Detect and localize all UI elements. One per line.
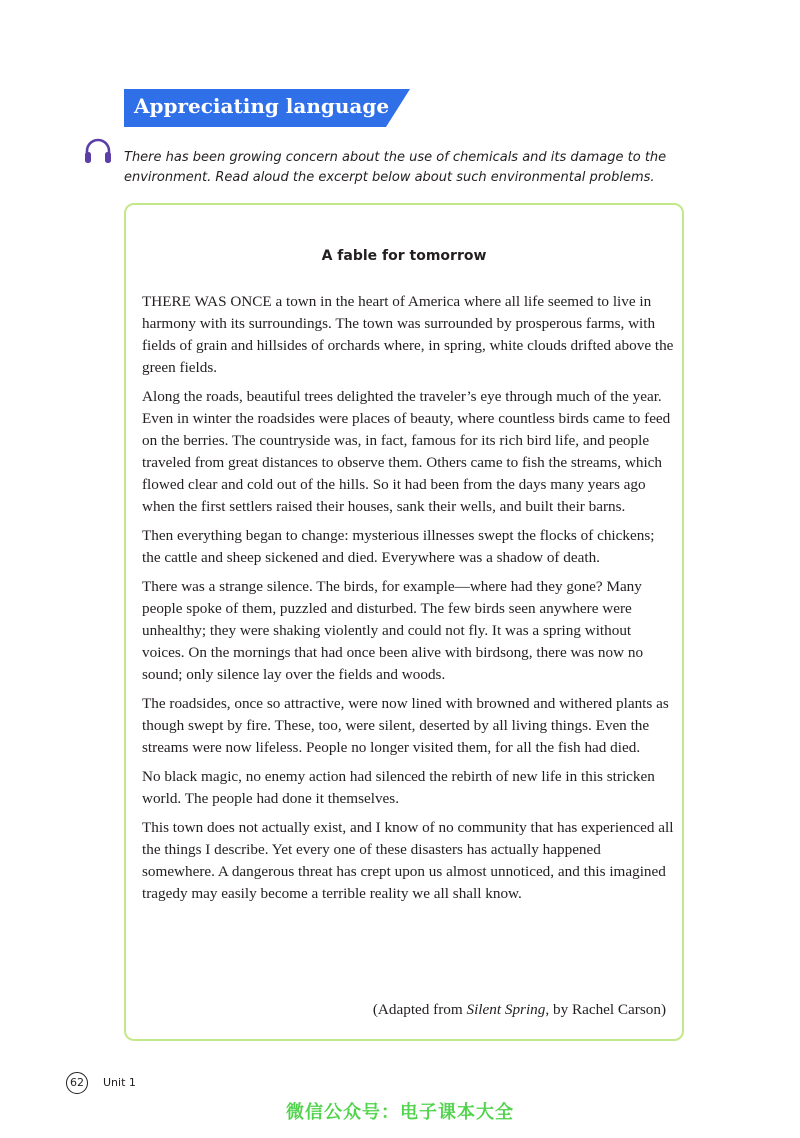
headphones-icon[interactable] (83, 137, 113, 165)
intro-text: There has been growing concern about the use of chemicals and its damage to the environment. Read aloud the excerpt below about such environmental problems. (124, 150, 667, 185)
citation-suffix: , by Rachel Carson) (545, 1001, 666, 1018)
page-number: 62 (66, 1072, 88, 1094)
paragraph-2: Along the roads, beautiful trees delighted the traveler’s eye through much of the year. Even in winter the roadsides were places of beauty, where countless birds came to feed on the berries. The countryside was, in fact, famous for its rich bird life, and people traveled from great distances to observe them. Others came to fish the streams, which flowed clear and cold out of the hills. So it had been from the days many years ago when the first settlers raised their houses, sank their wells, and built their barns. (142, 388, 671, 515)
citation (373, 1001, 666, 1019)
section-title: Appreciating language (134, 94, 390, 118)
reading-passage-box (124, 203, 684, 1041)
watermark-text: 微信公众号：电子课本大全 (286, 1102, 514, 1123)
section-banner (124, 89, 410, 127)
intro-instructions (124, 148, 684, 188)
unit-label: Unit 1 (103, 1076, 136, 1089)
citation-book-title: Silent Spring (466, 1001, 546, 1018)
paragraph-4: There was a strange silence. The birds, for example—where had they gone? Many people spoke of them, puzzled and disturbed. The few birds seen anywhere were unhealthy; they were shaking violently and could not fly. It was a spring without voices. On the mornings that had once been alive with birdsong, there was now no sound; only silence lay over the fields and woods. (142, 578, 644, 683)
paragraph-1: THERE WAS ONCE a town in the heart of America where all life seemed to live in harmony with its surroundings. The town was surrounded by prosperous farms, with fields of grain and hillsides of orchards where, in spring, white clouds drifted above the green fields. (142, 293, 674, 376)
paragraph-7: This town does not actually exist, and I know of no community that has experienced all the things I describe. Yet every one of these disasters has actually happened somewhere. A dangerous threat has crept upon us almost unnoticed, and this imagined tragedy may easily become a terrible reality we all shall know. (142, 819, 674, 902)
paragraph-5: The roadsides, once so attractive, were now lined with browned and withered plants as though swept by fire. These, too, were silent, deserted by all living things. Even the streams were now lifeless. People no longer visited them, for all the fish had died. (142, 695, 669, 756)
citation-prefix: (Adapted from (372, 1001, 467, 1018)
paragraph-3: Then everything began to change: mysterious illnesses swept the flocks of chickens; the cattle and sheep sickened and died. Everywhere was a shadow of death. (142, 527, 655, 566)
paragraph-6: No black magic, no enemy action had silenced the rebirth of new life in this stricken world. The people had done it themselves. (142, 768, 655, 807)
reading-body (142, 291, 674, 912)
reading-title: A fable for tomorrow (321, 248, 487, 264)
